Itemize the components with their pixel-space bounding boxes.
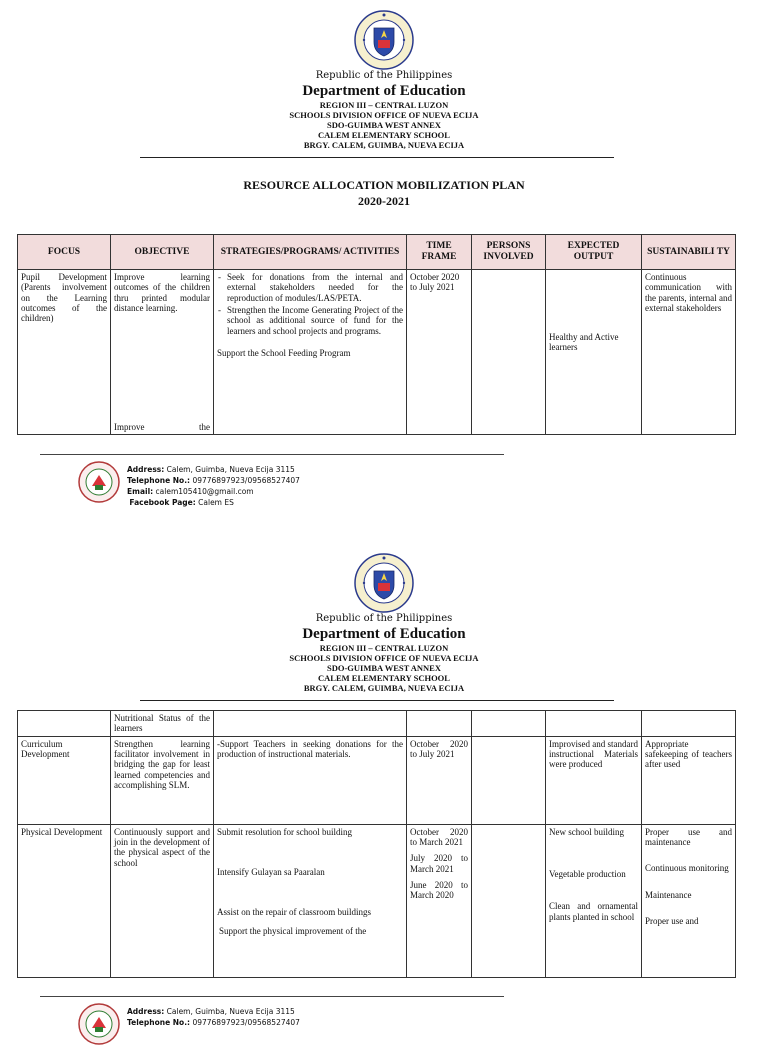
- letterhead-rule: [140, 157, 614, 158]
- time-frame-c: June 2020 to March 2020: [410, 880, 468, 901]
- cell-expected-output: [546, 824, 642, 977]
- cell-time-frame: [407, 824, 472, 977]
- address-label: Address:: [127, 1007, 165, 1016]
- cell-strategies: -Support Teachers in seeking donations for the production of instructional materials.: [214, 736, 407, 824]
- sust-proper-use-2: Proper use and: [645, 916, 699, 927]
- cell-objective: Strengthen learning facilitator involvement in bridging the gap for least learned competencies and accomplishing SLM.: [111, 736, 214, 824]
- objective-text: Improve learning outcomes of the children thru printed modular distance learning.: [114, 272, 210, 314]
- cell-focus: [18, 711, 111, 737]
- email-value[interactable]: calem105410@gmail.com: [155, 487, 254, 496]
- header-sustainability: SUSTAINABILI TY: [642, 235, 736, 270]
- cell-focus: Pupil Development (Parents involvement on the Learning outcomes of the children): [18, 270, 111, 435]
- cell-time-frame: October 2020 to July 2021: [407, 736, 472, 824]
- header-expected-output: EXPECTED OUTPUT: [546, 235, 642, 270]
- title-year: 2020-2021: [358, 193, 410, 208]
- cell-expected-output: [546, 270, 642, 435]
- cell-expected-output: [546, 711, 642, 737]
- footer-contact: [127, 464, 300, 508]
- cell-sustainability: [642, 711, 736, 737]
- region-line: REGION III – CENTRAL LUZON: [319, 642, 449, 653]
- region-line: REGION III – CENTRAL LUZON: [319, 99, 449, 110]
- sust-monitoring: Continuous monitoring: [645, 863, 729, 874]
- table-row: [18, 270, 736, 435]
- footer-rule: [40, 454, 504, 455]
- school-logo: [78, 461, 120, 503]
- strategy-school-building: Submit resolution for school building: [217, 826, 352, 837]
- sdo-line: SDO-GUIMBA WEST ANNEX: [327, 119, 441, 130]
- cell-persons-involved: [472, 824, 546, 977]
- letterhead-rule: [140, 700, 614, 701]
- cell-focus: Curriculum Development: [18, 736, 111, 824]
- strategy-classroom-repair: Assist on the repair of classroom buildings: [217, 907, 371, 918]
- output-text: Healthy and Active learners: [549, 332, 619, 353]
- objective-tail: Improve the: [114, 421, 210, 432]
- cell-objective: [111, 270, 214, 435]
- sdo-line: SDO-GUIMBA WEST ANNEX: [327, 662, 441, 673]
- cell-persons-involved: [472, 270, 546, 435]
- department-name: Department of Education: [302, 626, 466, 642]
- time-frame-b: July 2020 to March 2021: [410, 853, 468, 874]
- deped-seal-logo: [354, 10, 414, 70]
- title-text: RESOURCE ALLOCATION MOBILIZATION PLAN: [243, 178, 525, 192]
- deped-seal-logo: [354, 553, 414, 613]
- cell-persons-involved: [472, 711, 546, 737]
- cell-focus: Physical Development: [18, 824, 111, 977]
- school-line: CALEM ELEMENTARY SCHOOL: [318, 130, 450, 141]
- document-page-2: [0, 543, 768, 1027]
- cell-persons-involved: [472, 736, 546, 824]
- division-line: SCHOOLS DIVISION OFFICE OF NUEVA ECIJA: [289, 652, 479, 663]
- footer-rule: [40, 996, 504, 997]
- strategy-gulayan: Intensify Gulayan sa Paaralan: [217, 867, 325, 878]
- cell-time-frame: [407, 711, 472, 737]
- table-header-row: [18, 235, 736, 270]
- cell-strategies: [214, 270, 407, 435]
- header-strategies: STRATEGIES/PROGRAMS/ ACTIVITIES: [214, 235, 407, 270]
- list-item: - Strengthen the Income Generating Project of the school as additional source of fund for the learners and school projects and programs.: [227, 305, 403, 336]
- facebook-value[interactable]: Calem ES: [198, 498, 234, 507]
- output-vegetable: Vegetable production: [549, 869, 626, 880]
- cell-sustainability: [642, 824, 736, 977]
- output-school-building: New school building: [549, 826, 624, 837]
- telephone-value: 09776897923/09568527407: [192, 1018, 300, 1027]
- sust-proper-use: Proper use and maintenance: [645, 826, 732, 848]
- telephone-value: 09776897923/09568527407: [192, 476, 300, 485]
- cell-sustainability: Continuous communication with the parents, internal and external stakeholders: [642, 270, 736, 435]
- cell-sustainability: Appropriate safekeeping of teachers after used: [642, 736, 736, 824]
- letterhead: [0, 613, 768, 693]
- division-line: SCHOOLS DIVISION OFFICE OF NUEVA ECIJA: [289, 109, 479, 120]
- facebook-label: Facebook Page:: [129, 498, 196, 507]
- school-line: CALEM ELEMENTARY SCHOOL: [318, 673, 450, 684]
- time-frame-a: October 2020 to March 2021: [410, 826, 468, 848]
- republic-line: Republic of the Philippines: [315, 613, 453, 624]
- cell-strategies: [214, 824, 407, 977]
- republic-line: Republic of the Philippines: [315, 70, 453, 81]
- cell-time-frame: October 2020 to July 2021: [407, 270, 472, 435]
- cell-strategies: [214, 711, 407, 737]
- telephone-label: Telephone No.:: [127, 1018, 191, 1027]
- department-name: Department of Education: [302, 83, 466, 99]
- school-logo: [78, 1003, 120, 1045]
- email-label: Email:: [127, 487, 154, 496]
- document-title: [0, 178, 768, 209]
- telephone-label: Telephone No.:: [127, 476, 191, 485]
- plan-table-page-1: [17, 234, 736, 435]
- header-objective: OBJECTIVE: [111, 235, 214, 270]
- table-row: [18, 736, 736, 824]
- cell-expected-output: Improvised and standard instructional Materials were produced: [546, 736, 642, 824]
- strategy-feeding: Support the School Feeding Program: [217, 348, 351, 359]
- address-label: Address:: [127, 465, 165, 474]
- list-item: - Seek for donations from the internal and external stakeholders needed for the reproduction of modules/LAS/PETA.: [227, 272, 403, 303]
- barangay-line: BRGY. CALEM, GUIMBA, NUEVA ECIJA: [303, 140, 465, 151]
- address-value: Calem, Guimba, Nueva Ecija 3115: [166, 465, 295, 474]
- table-row: [18, 824, 736, 977]
- footer-contact: [127, 1006, 300, 1028]
- header-focus: FOCUS: [18, 235, 111, 270]
- header-persons-involved: PERSONS INVOLVED: [472, 235, 546, 270]
- barangay-line: BRGY. CALEM, GUIMBA, NUEVA ECIJA: [303, 683, 465, 694]
- cell-objective: Nutritional Status of the learners: [111, 711, 214, 737]
- table-row: [18, 711, 736, 737]
- output-ornamental-plants: Clean and ornamental plants planted in school: [549, 901, 638, 922]
- letterhead: [0, 70, 768, 150]
- strategy-list: [217, 272, 403, 336]
- sust-maintenance: Maintenance: [645, 889, 692, 900]
- strategy-physical-improvement: Support the physical improvement of the: [219, 925, 367, 936]
- plan-table-page-2: [17, 710, 736, 978]
- address-value: Calem, Guimba, Nueva Ecija 3115: [166, 1007, 295, 1016]
- cell-objective: Continuously support and join in the development of the physical aspect of the school: [111, 824, 214, 977]
- header-time-frame: TIME FRAME: [407, 235, 472, 270]
